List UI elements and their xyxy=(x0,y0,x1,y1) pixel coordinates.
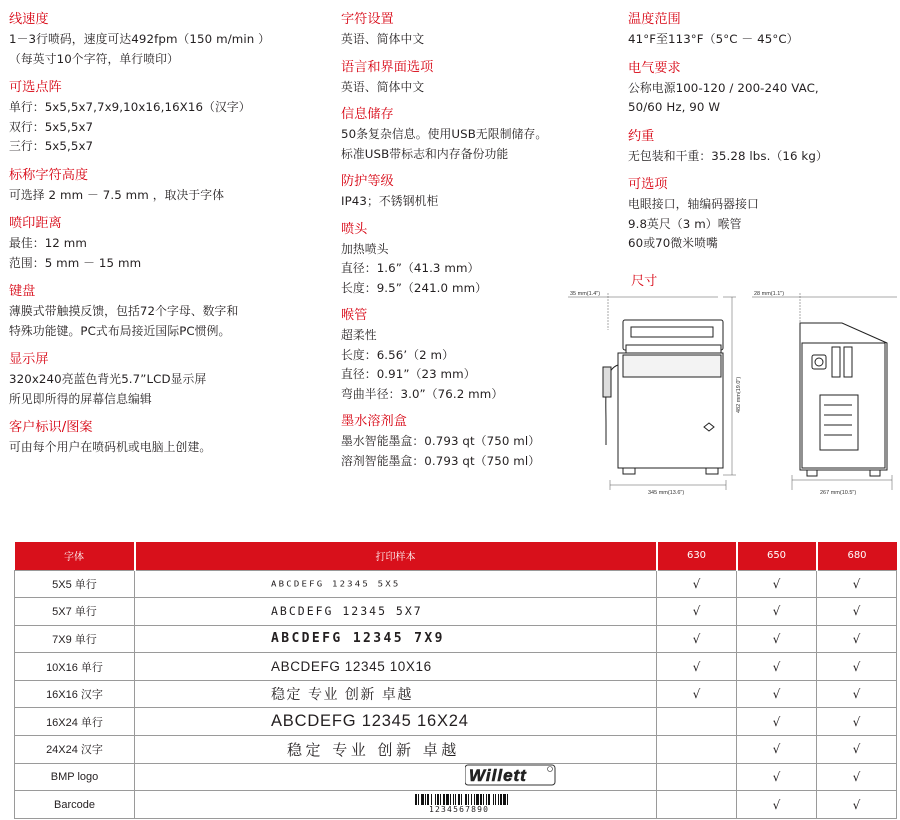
print-sample-cell xyxy=(135,570,657,598)
spec-section-title: 标称字符高度 xyxy=(9,167,89,183)
header-font: 字体 xyxy=(15,542,135,570)
spec-section-title: 喷头 xyxy=(341,221,368,237)
support-check-cell-630: √ xyxy=(657,625,737,653)
font-name-cell: 5X7 单行 xyxy=(15,598,135,626)
support-check-cell-650: √ xyxy=(737,680,817,708)
table-header-row xyxy=(15,542,897,570)
table-row xyxy=(15,625,897,653)
spec-section xyxy=(9,10,329,69)
spec-line: 三行：5x5,5x7 xyxy=(9,139,94,153)
spec-section xyxy=(9,282,329,341)
spec-section-title: 温度范围 xyxy=(628,12,681,27)
spec-section xyxy=(9,78,329,157)
font-name-cell: 5X5 单行 xyxy=(15,570,135,598)
print-sample-cell xyxy=(135,708,657,736)
spec-line: 可选择 2 mm － 7.5 mm ，取决于字体 xyxy=(9,187,225,202)
barcode-graphic xyxy=(415,794,510,805)
printer-side-view-drawing xyxy=(752,285,900,500)
front-height-dimension: 482 mm(19.0") xyxy=(736,376,742,413)
support-check-cell-630: √ xyxy=(657,598,737,626)
spec-section-title: 防护等级 xyxy=(341,174,394,189)
spec-line: 最佳：12 mm xyxy=(9,236,87,250)
font-name-cell: 24X24 汉字 xyxy=(15,736,135,764)
spec-line: 英语、简体中文 xyxy=(341,32,425,46)
spec-line: 公称电源100-120 / 200-240 VAC, xyxy=(628,80,819,95)
spec-section-title: 键盘 xyxy=(9,284,36,299)
spec-line: 直径：1.6”（41.3 mm） xyxy=(341,261,480,275)
font-name-cell: Barcode xyxy=(15,791,135,819)
support-check-cell-680: √ xyxy=(817,736,897,764)
spec-line: 加热喷头 xyxy=(341,241,389,256)
support-check-cell-630 xyxy=(657,736,737,764)
support-check-cell-630 xyxy=(657,763,737,791)
spec-section xyxy=(341,105,611,164)
spec-section xyxy=(9,418,329,458)
spec-line: 标准USB带标志和内存备份功能 xyxy=(341,146,509,161)
spec-section xyxy=(9,214,329,273)
spec-section-title: 客户标识/图案 xyxy=(9,420,93,435)
spec-line: 特殊功能键。PC式布局接近国际PC惯例。 xyxy=(9,323,231,338)
spec-section-title: 语言和界面选项 xyxy=(341,59,434,75)
support-check-cell-630 xyxy=(657,791,737,819)
print-sample-text: ABCDEFG 12345 5X7 xyxy=(271,604,423,619)
support-check-cell-650: √ xyxy=(737,763,817,791)
spec-line: 电眼接口，轴编码器接口 xyxy=(628,197,759,211)
spec-column-left xyxy=(9,10,329,467)
font-name-cell: 7X9 单行 xyxy=(15,625,135,653)
spec-line: 英语、简体中文 xyxy=(341,79,425,94)
spec-line: 50/60 Hz, 90 W xyxy=(628,100,721,114)
support-check-cell-650: √ xyxy=(737,708,817,736)
spec-line: 9.8英尺（3 m）喉管 xyxy=(628,216,742,231)
front-top-dimension: 35 mm(1.4") xyxy=(570,291,601,297)
spec-section-title: 可选点阵 xyxy=(9,80,62,95)
print-sample-cell xyxy=(135,791,657,819)
header-650: 650 xyxy=(737,542,817,570)
print-sample-cell xyxy=(135,680,657,708)
table-row xyxy=(15,736,897,764)
spec-line: 可由每个用户在喷码机或电脑上创建。 xyxy=(9,440,212,454)
spec-line: 长度：6.56’（2 m） xyxy=(341,347,455,362)
willett-logo xyxy=(465,764,557,786)
spec-line: 长度：9.5”（241.0 mm） xyxy=(341,280,488,295)
print-sample-text: 稳定 专业 创新 卓越 xyxy=(271,687,413,704)
spec-line: 60或70微米喷嘴 xyxy=(628,236,718,250)
font-name-cell: 16X16 汉字 xyxy=(15,680,135,708)
spec-line: （每英寸10个字符，单行喷印） xyxy=(9,51,179,66)
support-check-cell-680: √ xyxy=(817,680,897,708)
support-check-cell-680: √ xyxy=(817,625,897,653)
spec-line: IP43；不锈钢机柜 xyxy=(341,194,439,208)
table-row xyxy=(15,653,897,681)
spec-section-title: 喷印距离 xyxy=(9,216,62,231)
print-sample-text: ABCDEFG 12345 7X9 xyxy=(271,631,445,647)
svg-text:Willett: Willett xyxy=(469,766,527,786)
support-check-cell-680: √ xyxy=(817,791,897,819)
printer-front-view-drawing xyxy=(568,285,768,500)
support-check-cell-680: √ xyxy=(817,598,897,626)
side-top-dimension: 28 mm(1.1") xyxy=(754,291,785,297)
support-check-cell-650: √ xyxy=(737,570,817,598)
spec-line: 双行：5x5,5x7 xyxy=(9,119,94,134)
support-check-cell-680: √ xyxy=(817,708,897,736)
table-row xyxy=(15,598,897,626)
spec-section-title: 显示屏 xyxy=(9,352,49,367)
print-sample-cell xyxy=(135,625,657,653)
spec-section-title: 墨水溶剂盒 xyxy=(341,414,407,429)
spec-line: 50条复杂信息。使用USB无限制储存。 xyxy=(341,127,548,141)
spec-section-title: 约重 xyxy=(628,128,655,144)
font-name-cell: 10X16 单行 xyxy=(15,653,135,681)
table-row xyxy=(15,708,897,736)
front-width-dimension: 345 mm(13.6") xyxy=(648,490,685,496)
spec-section-title: 喉管 xyxy=(341,308,368,323)
font-support-table xyxy=(14,542,897,819)
dimensions-title: 尺寸 xyxy=(631,274,658,289)
spec-section xyxy=(628,175,898,254)
spec-line: 超柔性 xyxy=(341,328,377,342)
print-sample-cell xyxy=(135,598,657,626)
table-row xyxy=(15,680,897,708)
spec-section xyxy=(628,127,898,167)
spec-section xyxy=(341,10,611,50)
print-sample-text: ABCDEFG 12345 16X24 xyxy=(271,712,469,731)
print-sample-text: 稳定 专业 创新 卓越 xyxy=(287,740,460,759)
header-630: 630 xyxy=(657,542,737,570)
header-680: 680 xyxy=(817,542,897,570)
print-sample-text: ABCDEFG 12345 5X5 xyxy=(271,580,401,590)
support-check-cell-650: √ xyxy=(737,736,817,764)
support-check-cell-680: √ xyxy=(817,653,897,681)
side-width-dimension: 267 mm(10.5") xyxy=(820,490,857,496)
support-check-cell-630 xyxy=(657,708,737,736)
spec-line: 单行：5x5,5x7,7x9,10x16,16X16（汉字） xyxy=(9,100,251,114)
spec-section xyxy=(9,166,329,206)
spec-line: 所见即所得的屏幕信息编辑 xyxy=(9,391,152,406)
table-row xyxy=(15,791,897,819)
spec-line: 320x240亮蓝色背光5.7”LCD显示屏 xyxy=(9,372,207,386)
header-sample: 打印样本 xyxy=(135,542,657,570)
support-check-cell-630: √ xyxy=(657,680,737,708)
support-check-cell-650: √ xyxy=(737,625,817,653)
spec-section-title: 可选项 xyxy=(628,177,668,192)
table-row xyxy=(15,570,897,598)
spec-line: 墨水智能墨盒：0.793 qt（750 ml） xyxy=(341,434,541,448)
spec-section-title: 线速度 xyxy=(9,12,49,27)
spec-line: 溶剂智能墨盒：0.793 qt（750 ml） xyxy=(341,453,541,468)
spec-line: 41°F至113°F（5°C － 45°C） xyxy=(628,32,799,46)
spec-section xyxy=(628,10,898,50)
spec-section-title: 字符设置 xyxy=(341,12,394,27)
spec-line: 范围：5 mm － 15 mm xyxy=(9,255,142,270)
print-sample-cell xyxy=(135,653,657,681)
spec-section-title: 信息储存 xyxy=(341,107,394,122)
spec-section xyxy=(9,350,329,409)
support-check-cell-650: √ xyxy=(737,598,817,626)
support-check-cell-650: √ xyxy=(737,791,817,819)
spec-section xyxy=(341,172,611,212)
print-sample-cell xyxy=(135,763,657,791)
spec-section xyxy=(341,58,611,98)
font-name-cell: 16X24 单行 xyxy=(15,708,135,736)
support-check-cell-680: √ xyxy=(817,570,897,598)
spec-line: 薄膜式带触摸反馈，包括72个字母、数字和 xyxy=(9,304,239,318)
table-row xyxy=(15,763,897,791)
font-name-cell: BMP logo xyxy=(15,763,135,791)
spec-line: 1－3行喷码，速度可达492fpm（150 m/min ） xyxy=(9,32,271,46)
barcode-number: 1234567890 xyxy=(429,805,490,815)
spec-section-title: 电气要求 xyxy=(628,60,681,76)
support-check-cell-630: √ xyxy=(657,653,737,681)
support-check-cell-650: √ xyxy=(737,653,817,681)
spec-line: 直径：0.91”（23 mm） xyxy=(341,367,476,381)
print-sample-cell xyxy=(135,736,657,764)
spec-line: 无包装和干重：35.28 lbs.（16 kg） xyxy=(628,148,828,163)
support-check-cell-630: √ xyxy=(657,570,737,598)
print-sample-text: ABCDEFG 12345 10X16 xyxy=(271,659,432,675)
spec-section xyxy=(628,59,898,118)
spec-line: 弯曲半径：3.0”（76.2 mm） xyxy=(341,386,504,401)
support-check-cell-680: √ xyxy=(817,763,897,791)
spec-column-right xyxy=(628,10,898,263)
